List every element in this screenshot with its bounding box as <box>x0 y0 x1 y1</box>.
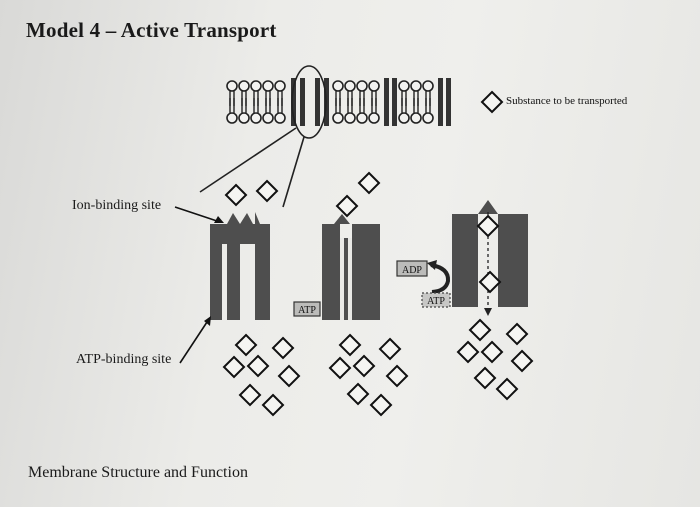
transporter-stage-2 <box>294 173 380 320</box>
membrane-protein-5 <box>384 78 389 126</box>
atp-faded-label: ATP <box>427 296 445 307</box>
diamond-cluster-3 <box>458 320 532 399</box>
legend-diamond-icon <box>482 92 502 112</box>
atp-binding-site-label: ATP-binding site <box>76 352 172 367</box>
lipid-group-1 <box>227 81 285 123</box>
atp-label: ATP <box>298 305 316 316</box>
zoom-line-left <box>200 128 296 192</box>
transporter-stage-3 <box>397 200 528 316</box>
lipid-group-2 <box>333 81 379 123</box>
membrane-protein-3 <box>315 78 320 126</box>
footer-section-title: Membrane Structure and Function <box>28 464 248 481</box>
ion-binding-site-label: Ion-binding site <box>72 198 162 213</box>
transporter-1-right <box>240 212 270 320</box>
ion-diamond-icon <box>226 185 246 205</box>
lipid-group-3 <box>399 81 433 123</box>
transporter-stage-1 <box>210 181 277 320</box>
adp-label: ADP <box>401 265 423 276</box>
membrane-protein-7 <box>438 78 443 126</box>
zoom-line-right <box>283 137 304 207</box>
zoom-ellipse <box>292 66 326 138</box>
ion-diamond-icon <box>359 173 379 193</box>
transporter-1-left <box>210 224 240 320</box>
membrane-protein-6 <box>392 78 397 126</box>
diamond-cluster-2 <box>330 335 407 415</box>
curved-arrow-icon <box>431 265 448 292</box>
transported-diamond-icon <box>480 272 500 292</box>
ion-binding-arrow <box>175 207 220 222</box>
transported-diamond-icon <box>478 216 498 236</box>
membrane-bilayer <box>227 78 451 126</box>
atp-binding-arrow <box>180 319 209 363</box>
membrane-protein-2 <box>300 78 305 126</box>
page-title: Model 4 – Active Transport <box>26 18 277 42</box>
membrane-protein-8 <box>446 78 451 126</box>
ion-diamond-icon <box>257 181 277 201</box>
legend-label: Substance to be transported <box>506 95 628 107</box>
diamond-cluster-1 <box>224 335 299 415</box>
bound-diamond-icon <box>337 196 357 216</box>
